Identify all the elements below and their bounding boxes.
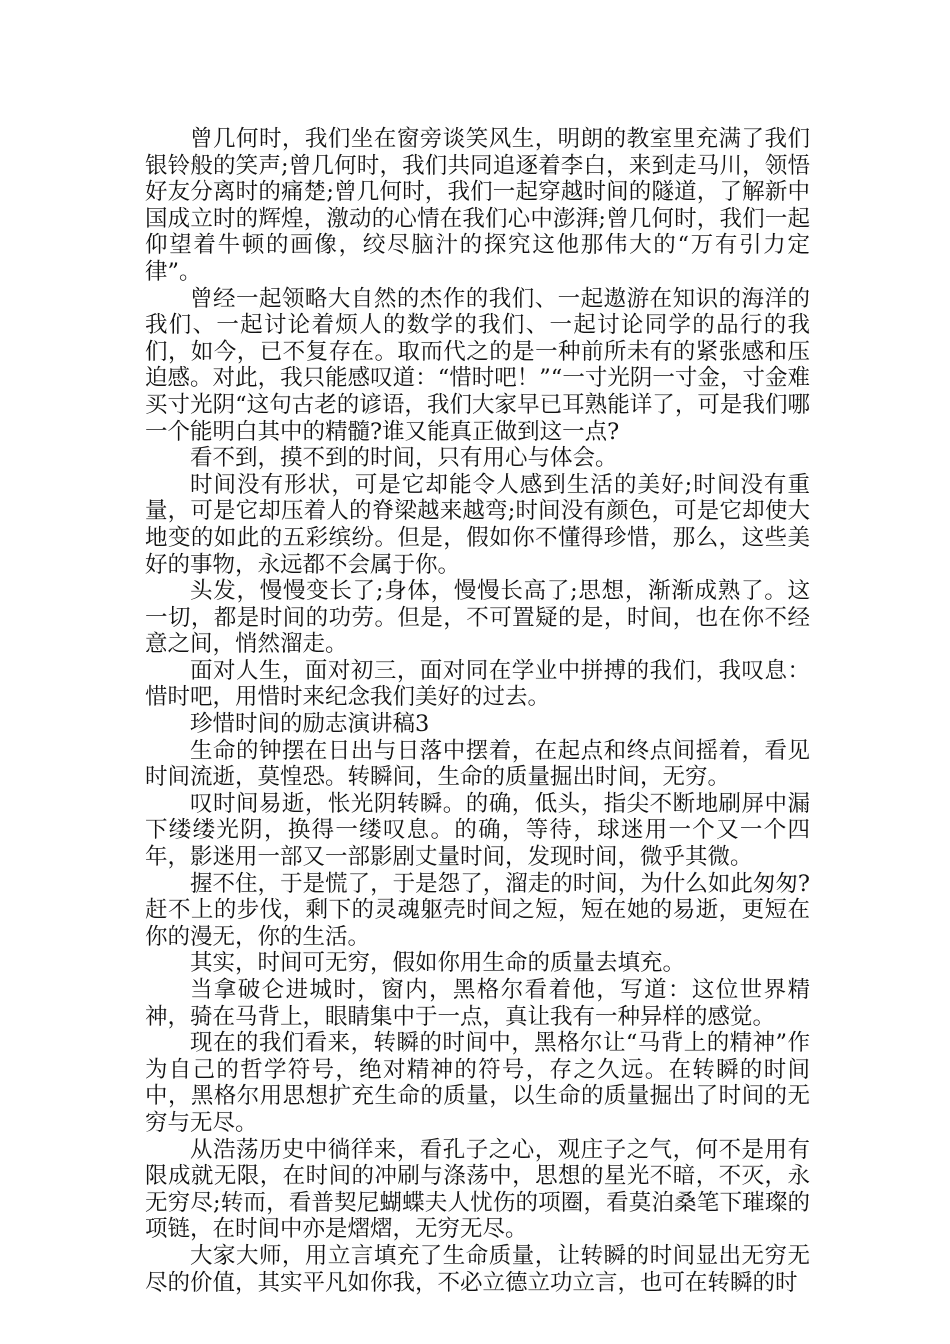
document-body [145,126,810,1296]
paragraph: 现在的我们看来，转瞬的时间中，黑格尔让“马背上的精神”作为自己的哲学符号，绝对精神的符号，存之久远。在转瞬的时间中，黑格尔用思想扩充生命的质量，以生命的质量掘出了时间的无穷与无尽。 [145,1030,810,1136]
paragraph: 面对人生，面对初三，面对同在学业中拼搏的我们，我叹息：惜时吧，用惜时来纪念我们美好的过去。 [145,657,810,711]
paragraph: 大家大师，用立言填充了生命质量，让转瞬的时间显出无穷无尽的价值，其实平凡如你我，不必立德立功立言，也可在转瞬的时 [145,1242,810,1296]
paragraph: 看不到，摸不到的时间，只有用心与体会。 [190,445,618,472]
paragraph: 从浩荡历史中徜徉来，看孔子之心，观庄子之气，何不是用有限成就无限，在时间的冲刷与涤荡中，思想的星光不暗，不灭，永无穷尽;转而，看普契尼蝴蝶夫人忧伤的项圈，看莫泊桑笔下璀璨的项链，在时间中亦是熠熠，无穷无尽。 [145,1136,810,1243]
paragraph: 叹时间易逝，怅光阴转瞬。的确，低头，指尖不断地刷屏中漏下缕缕光阴，换得一缕叹息。的确，等待，球迷用一个又一个四年，影迷用一部又一部影剧丈量时间，发现时间，微乎其微。 [145,790,810,871]
paragraph: 头发，慢慢变长了;身体，慢慢长高了;思想，渐渐成熟了。这一切，都是时间的功劳。但是，不可置疑的是，时间，也在你不经意之间，悄然溜走。 [145,578,810,658]
paragraph: 时间没有形状，可是它却能令人感到生活的美好;时间没有重量，可是它却压着人的脊梁越来越弯;时间没有颜色，可是它却使大地变的如此的五彩缤纷。但是，假如你不懂得珍惜，那么，这些美好的事物，永远都不会属于你。 [145,471,810,578]
paragraph: 握不住，于是慌了，于是怨了，溜走的时间，为什么如此匆匆?赶不上的步伐，剩下的灵魂躯壳时间之短，短在她的易逝，更短在你的漫无，你的生活。 [145,870,810,950]
paragraph: 曾经一起领略大自然的杰作的我们、一起遨游在知识的海洋的我们、一起讨论着烦人的数学的我们、一起讨论同学的品行的我们，如今，已不复存在。取而代之的是一种前所未有的紧张感和压迫感。对此，我只能感叹道：“惜时吧！”“一寸光阴一寸金，寸金难买寸光阴“这句古老的谚语，我们大家早已耳熟能详了，可是我们哪一个能明白其中的精髓?谁又能真正做到这一点? [145,285,810,445]
paragraph: 曾几何时，我们坐在窗旁谈笑风生，明朗的教室里充满了我们银铃般的笑声;曾几何时，我们共同追逐着李白，来到走马川，领悟好友分离时的痛楚;曾几何时，我们一起穿越时间的隧道，了解新中国成立时的辉煌，激动的心情在我们心中澎湃;曾几何时，我们一起仰望着牛顿的画像，绞尽脑汁的探究这他那伟大的“万有引力定律”。 [145,126,810,285]
paragraph: 生命的钟摆在日出与日落中摆着，在起点和终点间摇着，看见时间流逝，莫惶恐。转瞬间，生命的质量掘出时间，无穷。 [145,737,810,791]
paragraph: 其实，时间可无穷，假如你用生命的质量去填充。 [190,950,686,977]
paragraph: 当拿破仑进城时，窗内，黑格尔看着他，写道：这位世界精神，骑在马背上，眼睛集中于一点，真让我有一种异样的感觉。 [145,977,810,1030]
section-heading: 珍惜时间的励志演讲稿3 [190,711,430,738]
